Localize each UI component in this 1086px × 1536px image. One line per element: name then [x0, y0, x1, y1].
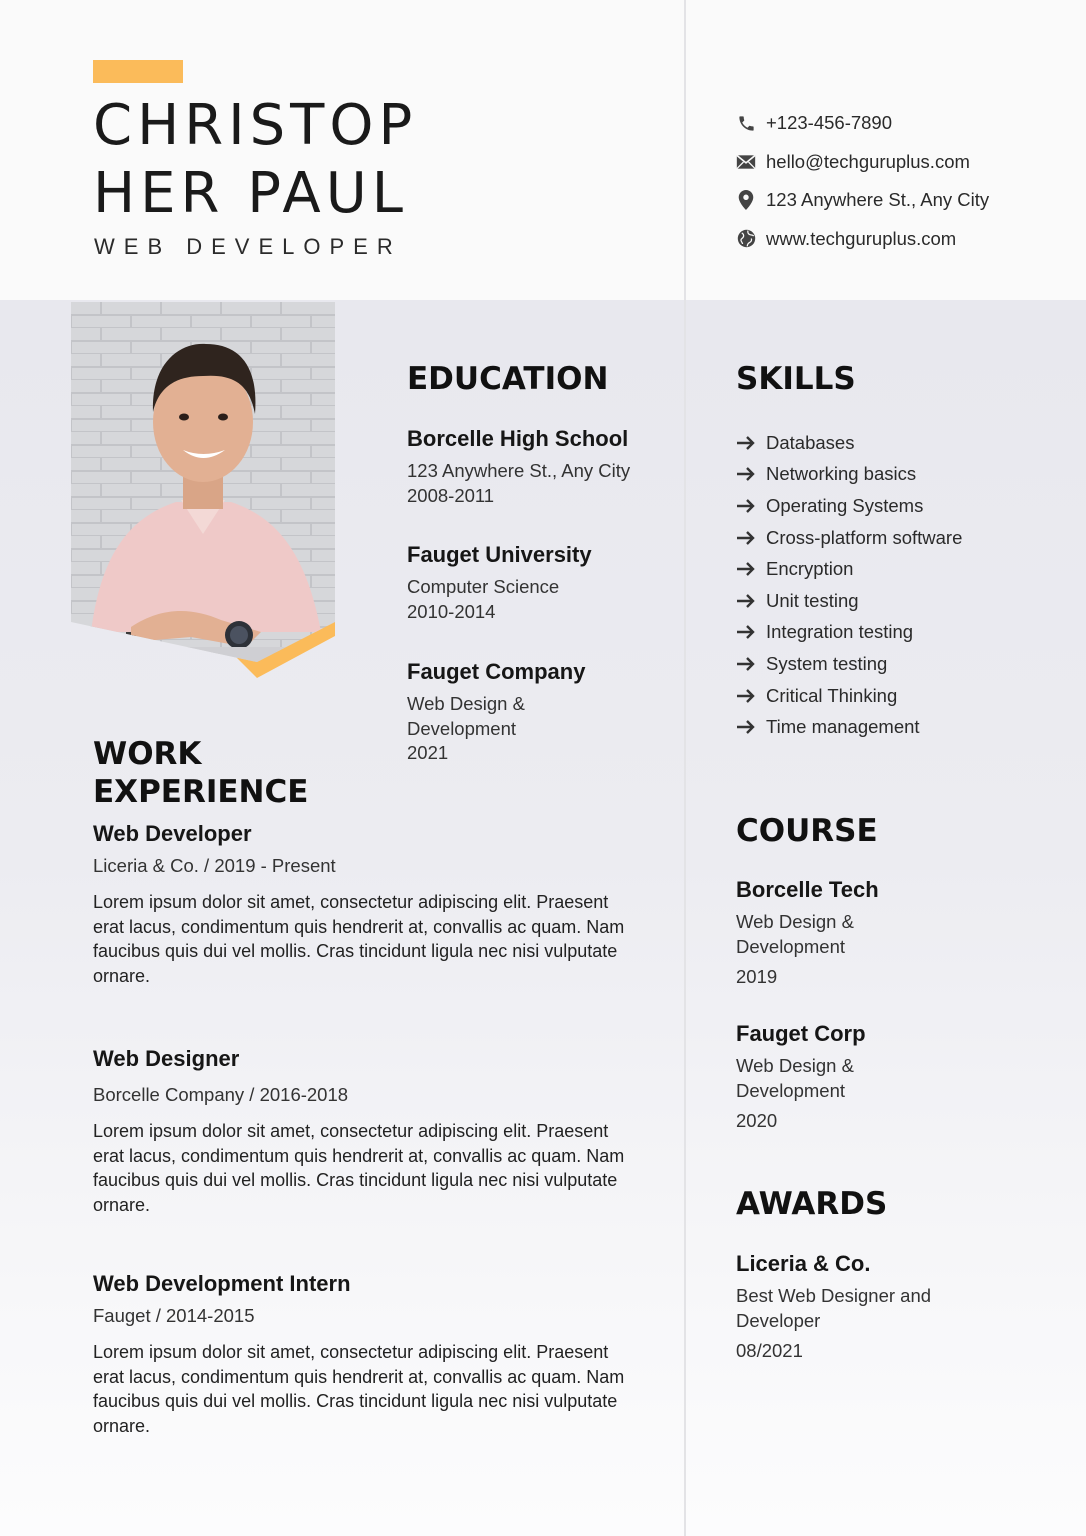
skill-label: Time management [766, 716, 920, 738]
arrow-right-icon [736, 719, 756, 735]
education-detail: Development [407, 717, 517, 739]
name-line-1: CHRISTOP [93, 93, 418, 158]
job-meta: Fauget / 2014-2015 [93, 1305, 255, 1326]
contact-website [736, 220, 989, 259]
education-title: Fauget Company [407, 659, 586, 684]
course-detail: Web Design & [736, 1055, 854, 1076]
course-item [736, 876, 879, 990]
arrow-right-icon [736, 624, 756, 640]
course-item [736, 1020, 866, 1134]
skills-list [736, 427, 962, 743]
course-title: Borcelle Tech [736, 877, 879, 902]
skill-label: Critical Thinking [766, 684, 898, 706]
arrow-right-icon [736, 530, 756, 546]
skill-label: Unit testing [766, 589, 859, 611]
education-years: 2021 [407, 742, 449, 763]
job-role: WEB DEVELOPER [94, 234, 402, 259]
skill-item [736, 648, 962, 680]
arrow-right-icon [736, 466, 756, 482]
education-detail: Web Design & [407, 693, 525, 714]
job-title: Web Developer [93, 821, 252, 846]
skill-label: System testing [766, 652, 888, 674]
skill-item [736, 585, 962, 617]
job-title: Web Development Intern [93, 1271, 351, 1296]
award-detail: Best Web Designer and [736, 1285, 932, 1306]
skill-label: Encryption [766, 558, 854, 580]
job-entry [93, 1270, 653, 1438]
skill-item [736, 427, 962, 459]
mail-icon [736, 152, 756, 172]
arrow-right-icon [736, 688, 756, 704]
name-line-2: HER PAUL [93, 161, 408, 226]
skill-item [736, 680, 962, 712]
website-text: www.techguruplus.com [766, 227, 957, 249]
phone-text: +123-456-7890 [766, 112, 893, 134]
skill-label: Operating Systems [766, 494, 924, 516]
award-item [736, 1250, 931, 1364]
job-description: Lorem ipsum dolor sit amet, consectetur adipiscing elit. Praesent erat lacus, condimentum quis hendrerit at, convallis ac quam. Nam faucibus quis dui vel mollis. Cras tincidunt ligula nec nisi vulputate ornare. [93, 892, 625, 986]
contact-address [736, 181, 989, 220]
skill-item [736, 711, 962, 743]
education-item [407, 425, 630, 508]
contact-email [736, 143, 989, 182]
skill-item [736, 553, 962, 585]
work-heading-line-2: EXPERIENCE [93, 774, 309, 810]
skill-item [736, 522, 962, 554]
education-item [407, 541, 592, 624]
skill-label: Cross-platform software [766, 526, 963, 548]
job-description: Lorem ipsum dolor sit amet, consectetur adipiscing elit. Praesent erat lacus, condimentum quis hendrerit at, convallis ac quam. Nam faucibus quis dui vel mollis. Cras tincidunt ligula nec nisi vulputate ornare. [93, 1342, 625, 1436]
location-pin-icon [736, 190, 756, 210]
phone-icon [736, 113, 756, 133]
skill-item [736, 490, 962, 522]
column-divider [684, 0, 686, 1536]
skill-label: Databases [766, 431, 855, 453]
course-year: 2019 [736, 966, 778, 987]
skill-label: Networking basics [766, 463, 917, 485]
award-detail: Developer [736, 1309, 821, 1331]
course-title: Fauget Corp [736, 1021, 866, 1046]
work-heading-line-1: WORK [93, 736, 202, 772]
arrow-right-icon [736, 593, 756, 609]
arrow-right-icon [736, 435, 756, 451]
award-title: Liceria & Co. [736, 1251, 871, 1276]
education-years: 2008-2011 [407, 484, 495, 506]
education-item [407, 658, 585, 766]
accent-bar [93, 60, 183, 83]
education-heading: EDUCATION [407, 361, 609, 397]
job-title: Web Designer [93, 1046, 240, 1071]
skill-item [736, 459, 962, 491]
education-years: 2010-2014 [407, 600, 496, 622]
skill-label: Integration testing [766, 621, 914, 643]
job-entry [93, 820, 653, 988]
arrow-right-icon [736, 498, 756, 514]
course-heading: COURSE [736, 813, 878, 849]
awards-heading: AWARDS [736, 1186, 888, 1222]
skill-item [736, 617, 962, 649]
course-detail: Development [736, 935, 846, 957]
address-text: 123 Anywhere St., Any City [766, 189, 990, 211]
candidate-name [93, 92, 417, 228]
job-meta: Liceria & Co. / 2019 - Present [93, 855, 336, 876]
course-year: 2020 [736, 1110, 778, 1131]
contact-list [736, 104, 989, 258]
work-experience-heading [93, 735, 308, 811]
education-title: Borcelle High School [407, 426, 629, 451]
globe-icon [736, 229, 756, 249]
education-detail: 123 Anywhere St., Any City [407, 460, 631, 481]
arrow-right-icon [736, 656, 756, 672]
education-detail: Computer Science [407, 576, 560, 597]
skills-heading: SKILLS [736, 361, 856, 397]
job-meta: Borcelle Company / 2016-2018 [93, 1084, 349, 1105]
arrow-right-icon [736, 561, 756, 577]
profile-photo [71, 302, 335, 682]
award-date: 08/2021 [736, 1340, 803, 1361]
education-title: Fauget University [407, 542, 592, 567]
contact-phone [736, 104, 989, 143]
course-detail: Development [736, 1079, 846, 1101]
job-description: Lorem ipsum dolor sit amet, consectetur adipiscing elit. Praesent erat lacus, condimentum quis hendrerit at, convallis ac quam. Nam faucibus quis dui vel mollis. Cras tincidunt ligula nec nisi vulputate ornare. [93, 1121, 625, 1215]
email-text: hello@techguruplus.com [766, 150, 970, 172]
job-entry [93, 1045, 653, 1217]
course-detail: Web Design & [736, 911, 854, 932]
